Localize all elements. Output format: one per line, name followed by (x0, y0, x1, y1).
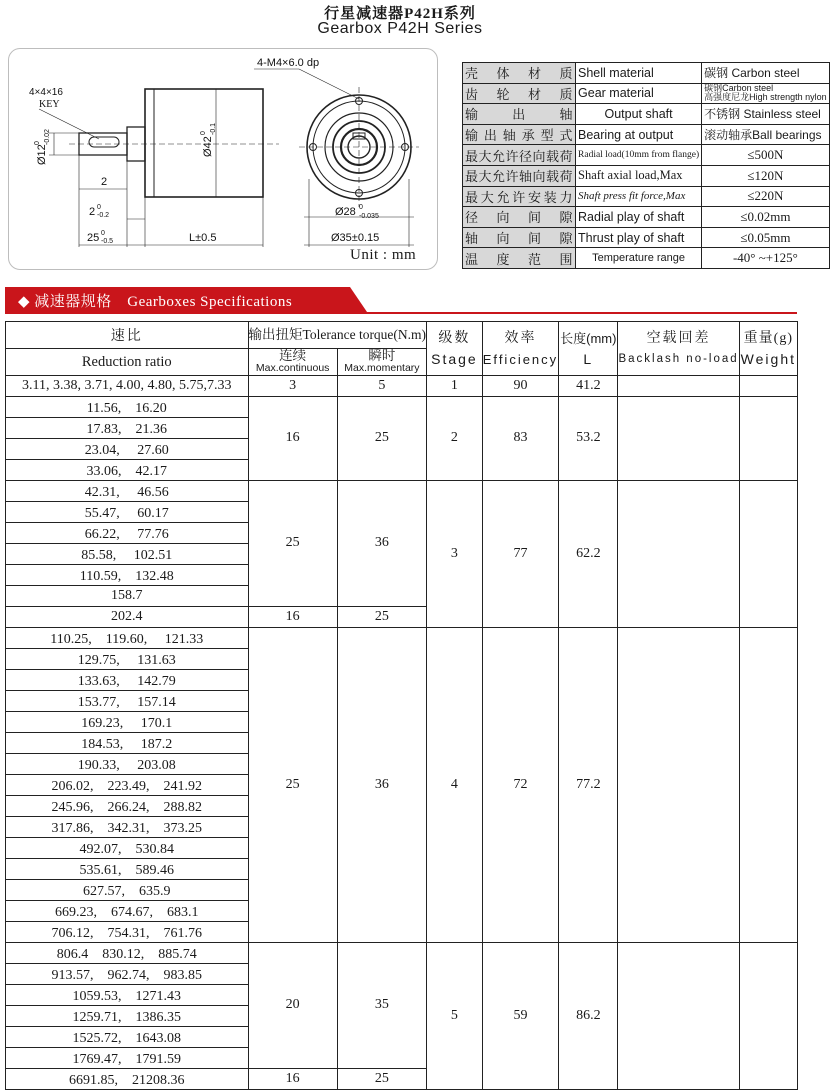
len-cell: 77.2 (559, 627, 618, 942)
ratio-cell: 3.11, 3.38, 3.71, 4.00, 4.80, 5.75,7.33 (6, 376, 249, 397)
continuous-torque-cell: 3 (248, 376, 337, 397)
dim-28-tol-bottom: -0.035 (359, 213, 379, 220)
table-row (6, 480, 798, 501)
ratio-cell: 133.63, 142.79 (6, 669, 249, 690)
key-label: KEY (39, 99, 60, 110)
ratio-cell: 169.23, 170.1 (6, 711, 249, 732)
header-efficiency (482, 322, 558, 376)
header-weight-en: Weight (740, 350, 796, 367)
spec-value (702, 83, 830, 104)
backlash-cell (618, 480, 739, 627)
spec-row (463, 104, 830, 125)
eff-cell: 72 (482, 627, 558, 942)
header-len-en: L (583, 350, 594, 367)
continuous-torque-cell: 25 (248, 480, 337, 606)
body-tol-top: 0 (200, 131, 207, 135)
ratio-cell: 110.25, 119.60, 121.33 (6, 627, 249, 648)
backlash-cell (618, 627, 739, 942)
ratio-cell: 1059.53, 1271.43 (6, 984, 249, 1005)
spec-row (463, 227, 830, 248)
header-stage (427, 322, 483, 376)
dim-25-tol-top: 0 (101, 230, 105, 237)
spec-value-en: Carbon steel (731, 66, 800, 81)
spec-value (702, 104, 830, 125)
ratio-cell: 535.61, 589.46 (6, 858, 249, 879)
header-weight-cn: 重量(g) (743, 330, 793, 346)
spec-key-cn: 壳体材质 (463, 63, 576, 84)
ratio-cell: 85.58, 102.51 (6, 543, 249, 564)
header-length (559, 322, 618, 376)
weight-cell (739, 627, 797, 942)
spec-value: ≤220N (702, 186, 830, 207)
ratio-cell: 129.75, 131.63 (6, 648, 249, 669)
stage-cell: 5 (427, 942, 483, 1089)
shaft-tol-bottom: -0.02 (44, 129, 51, 145)
ratio-cell: 190.33, 203.08 (6, 753, 249, 774)
stage-cell: 3 (427, 480, 483, 627)
ratio-cell: 11.56, 16.20 (6, 396, 249, 417)
header-back-en: Backlash no-load (618, 352, 739, 365)
eff-cell: 77 (482, 480, 558, 627)
dim-35-label: Ø35±0.15 (331, 232, 380, 244)
shaft-diameter-label: Ø12 (36, 144, 48, 165)
technical-drawing (8, 48, 438, 270)
len-cell: 41.2 (559, 376, 618, 397)
momentary-torque-cell: 25 (337, 396, 426, 480)
spec-row (463, 207, 830, 228)
spec-value: -40° ~+125° (702, 248, 830, 269)
table-row (6, 376, 798, 397)
table-row (6, 396, 798, 417)
spec-row (463, 124, 830, 145)
table-row (6, 942, 798, 963)
dim-28-label: Ø28 (335, 206, 356, 218)
header-momentary (337, 349, 426, 376)
page-title-cn: 行星减速器P42H系列 (324, 6, 476, 22)
section-title: ◆ 减速器规格 Gearboxes Specifications (18, 294, 293, 310)
momentary-torque-cell: 36 (337, 480, 426, 606)
page-title-en: Gearbox P42H Series (317, 20, 483, 37)
spec-key-cn: 输出轴承型式 (463, 124, 576, 145)
weight-cell (739, 942, 797, 1089)
eff-cell: 83 (482, 396, 558, 480)
ratio-cell: 33.06, 42.17 (6, 459, 249, 480)
section-divider (5, 312, 797, 314)
spec-key-cn: 输出轴 (463, 104, 576, 125)
continuous-torque-cell: 16 (248, 606, 337, 627)
ratio-cell: 184.53, 187.2 (6, 732, 249, 753)
header-continuous (248, 349, 337, 376)
ratio-cell: 206.02, 223.49, 241.92 (6, 774, 249, 795)
spec-value: ≤0.02mm (702, 207, 830, 228)
ratio-cell: 202.4 (6, 606, 249, 627)
header-backlash (618, 322, 739, 376)
continuous-torque-cell: 16 (248, 396, 337, 480)
ratio-cell: 153.77, 157.14 (6, 690, 249, 711)
stage-cell: 4 (427, 627, 483, 942)
spec-value-en: Carbon steel (722, 83, 774, 94)
spec-row (463, 165, 830, 186)
spec-key-en: Shaft press fit force,Max (576, 186, 702, 207)
spec-value-cn: 碳钢 (704, 83, 723, 94)
header-eff-en: Efficiency (482, 351, 559, 367)
spec-key-en: Shaft axial load,Max (576, 165, 702, 186)
header-ratio-en: Reduction ratio (6, 349, 249, 376)
header-stage-en: Stage (431, 350, 478, 367)
ratio-cell: 317.86, 342.31, 373.25 (6, 816, 249, 837)
spec-row (463, 186, 830, 207)
spec-value-en: High strength nylon (749, 92, 827, 103)
spec-row (463, 248, 830, 269)
spec-key-cn: 径向间隙 (463, 207, 576, 228)
ratio-cell: 1525.72, 1643.08 (6, 1026, 249, 1047)
spec-row (463, 63, 830, 84)
header-mom-cn: 瞬时 (368, 348, 396, 363)
table-header-row-1 (6, 322, 798, 349)
spec-key-en: Radial load(10mm from flange) (576, 145, 702, 166)
len-cell: 53.2 (559, 396, 618, 480)
continuous-torque-cell: 20 (248, 942, 337, 1068)
header-torque: 输出扭矩Tolerance torque(N.m) (248, 322, 427, 349)
eff-cell: 59 (482, 942, 558, 1089)
ratio-cell: 158.7 (6, 585, 249, 606)
header-ratio-cn: 速比 (6, 322, 249, 349)
spec-key-en: Thrust play of shaft (576, 227, 702, 248)
eff-cell: 90 (482, 376, 558, 397)
key-label-size: 4×4×16 (29, 87, 63, 98)
material-spec-table (462, 62, 830, 269)
header-cont-cn: 连续 (279, 348, 307, 363)
ratio-cell: 669.23, 674.67, 683.1 (6, 900, 249, 921)
ratio-cell: 492.07, 530.84 (6, 837, 249, 858)
spec-key-en: Temperature range (576, 248, 702, 269)
ratio-cell: 23.04, 27.60 (6, 438, 249, 459)
continuous-torque-cell: 25 (248, 627, 337, 942)
spec-key-en: Bearing at output (576, 124, 702, 145)
ratio-cell: 706.12, 754.31, 761.76 (6, 921, 249, 942)
spec-key-cn: 最大允许安装力 (463, 186, 576, 207)
spec-key-en: Radial play of shaft (576, 207, 702, 228)
len-cell: 86.2 (559, 942, 618, 1089)
unit-label: Unit : mm (350, 247, 417, 263)
backlash-cell (618, 376, 739, 397)
spec-value-cn: 高强度尼龙 (704, 92, 750, 103)
stage-cell: 1 (427, 376, 483, 397)
thread-label: 4-M4×6.0 dp (257, 57, 320, 69)
gearbox-spec-table (5, 321, 798, 1090)
header-cont-en: Max.continuous (255, 362, 330, 374)
dim-2-label: 2 (101, 176, 108, 188)
spec-key-en: Gear material (576, 83, 702, 104)
ratio-cell: 1259.71, 1386.35 (6, 1005, 249, 1026)
header-weight (739, 322, 797, 376)
ratio-cell: 245.96, 266.24, 288.82 (6, 795, 249, 816)
ratio-cell: 66.22, 77.76 (6, 522, 249, 543)
spec-value-en: Stainless steel (743, 107, 821, 122)
ratio-cell: 17.83, 21.36 (6, 417, 249, 438)
ratio-cell: 627.57, 635.9 (6, 879, 249, 900)
spec-value (702, 63, 830, 84)
header-mom-en: Max.momentary (344, 362, 420, 374)
ratio-cell: 110.59, 132.48 (6, 564, 249, 585)
spec-value-cn: 不锈钢 (704, 107, 741, 122)
dim-25-tol-bottom: -0.5 (101, 238, 114, 245)
spec-row (463, 145, 830, 166)
spec-value: ≤500N (702, 145, 830, 166)
spec-value-cn: 滚动轴承 (704, 128, 753, 143)
ratio-cell: 1769.47, 1791.59 (6, 1047, 249, 1068)
dim-2b-tol-bottom: -0.2 (97, 212, 110, 219)
momentary-torque-cell: 25 (337, 606, 426, 627)
ratio-cell: 913.57, 962.74, 983.85 (6, 963, 249, 984)
header-eff-cn: 效率 (504, 330, 537, 346)
momentary-torque-cell: 36 (337, 627, 426, 942)
spec-key-cn: 轴向间隙 (463, 227, 576, 248)
header-back-cn: 空载回差 (646, 330, 711, 346)
spec-key-en: Output shaft (576, 104, 702, 125)
shaft-tol-top: 0 (34, 141, 41, 145)
momentary-torque-cell: 5 (337, 376, 426, 397)
continuous-torque-cell: 16 (248, 1068, 337, 1089)
spec-value (702, 124, 830, 145)
weight-cell (739, 396, 797, 480)
backlash-cell (618, 396, 739, 480)
spec-row (463, 83, 830, 104)
spec-key-cn: 最大允许径向载荷 (463, 145, 576, 166)
header-len-cn: 长度(mm) (560, 330, 617, 346)
stage-cell: 2 (427, 396, 483, 480)
weight-cell (739, 480, 797, 627)
dim-28-tol-top: 0 (359, 204, 363, 211)
shaft-key (89, 137, 119, 147)
ratio-cell: 55.47, 60.17 (6, 501, 249, 522)
spec-value: ≤120N (702, 165, 830, 186)
header-stage-cn: 级数 (438, 330, 471, 346)
spec-value-cn: 碳钢 (704, 66, 729, 81)
spec-value-en: Ball bearings (752, 128, 822, 143)
ratio-cell: 6691.85, 21208.36 (6, 1068, 249, 1089)
len-cell: 62.2 (559, 480, 618, 627)
momentary-torque-cell: 25 (337, 1068, 426, 1089)
ratio-cell: 806.4 830.12, 885.74 (6, 942, 249, 963)
weight-cell (739, 376, 797, 397)
backlash-cell (618, 942, 739, 1089)
spec-key-en: Shell material (576, 63, 702, 84)
dim-25-label: 25 (87, 232, 100, 244)
dim-2b-label: 2 (89, 206, 96, 218)
spec-value: ≤0.05mm (702, 227, 830, 248)
spec-key-cn: 齿轮材质 (463, 83, 576, 104)
ratio-cell: 42.31, 46.56 (6, 480, 249, 501)
dim-L-label: L±0.5 (189, 232, 217, 244)
spec-key-cn: 最大允许轴向载荷 (463, 165, 576, 186)
body-diameter-label: Ø42 (202, 136, 214, 157)
body-tol-bottom: -0.1 (210, 122, 217, 135)
table-row (6, 627, 798, 648)
momentary-torque-cell: 35 (337, 942, 426, 1068)
dim-2b-tol-top: 0 (97, 204, 101, 211)
spec-key-cn: 温度范围 (463, 248, 576, 269)
